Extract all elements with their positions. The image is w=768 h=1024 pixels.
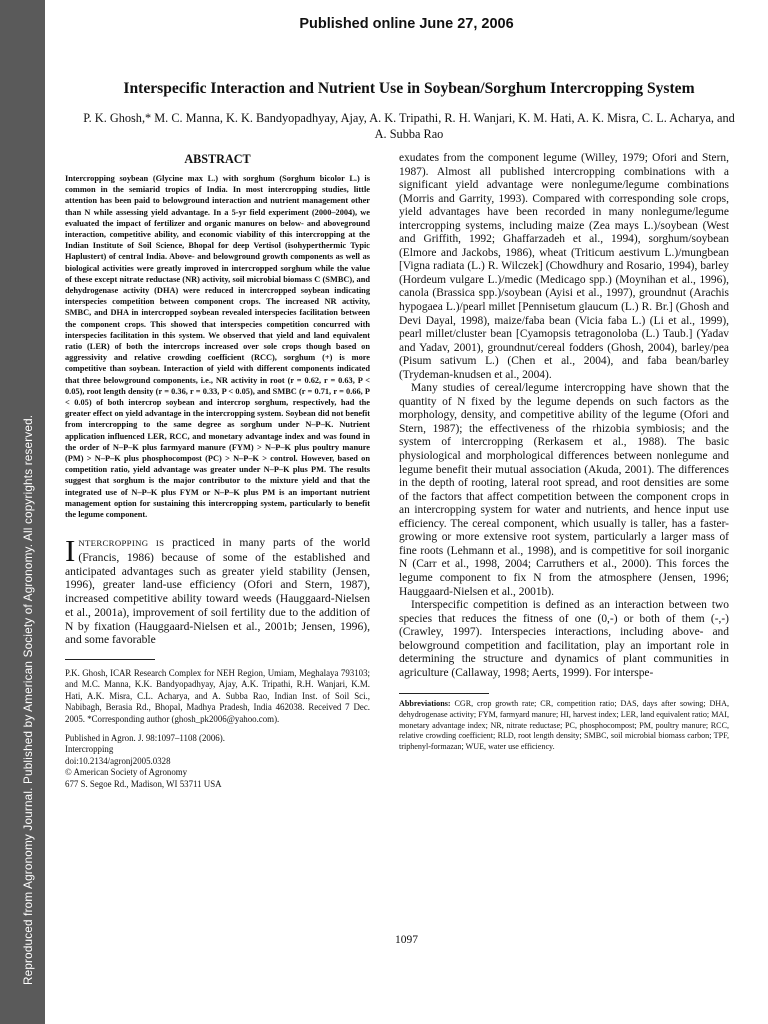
footnote-divider — [65, 659, 155, 660]
pubinfo-address: 677 S. Segoe Rd., Madison, WI 53711 USA — [65, 778, 222, 789]
drop-cap: I — [65, 533, 76, 569]
publication-info — [65, 733, 370, 790]
abbreviations-divider — [399, 693, 489, 694]
pubinfo-citation: Published in Agron. J. 98:1097–1108 (2006). — [65, 732, 225, 743]
right-column — [399, 152, 729, 752]
left-column — [65, 152, 370, 790]
affiliation-note: P.K. Ghosh, ICAR Research Complex for NEH Region, Umiam, Meghalaya 793103; and M.C. Manna, K.K. Bandyopadhyay, Ajay, A.K. Tripathi, R.H. Wanjari, K.M. Hati, A.K. Misra, C.L. Acharya, and A. Subba Rao, Indian Inst. of Soil Sci., Nabibagh, Berasia Rd., Bhopal, Madhya Pradesh, India 462038. Received 7 Dec. 2005. *Corresponding author (ghosh_pk2006@yahoo.com). — [65, 667, 370, 724]
intro-text: practiced in many parts of the world (Francis, 1986) because of some of the established and anticipated advantages such as greater yield stability (Jensen, 1996), greater land-use efficiency (Ofori and Stern, 1987), increased competitive ability toward weeds (Hauggaard-Nielsen et al., 2001a), improvement of soil fertility due to the addition of N by fixation (Hauggaard-Nielsen et al., 2001b; Jensen, 1996), and some favorable — [65, 536, 371, 647]
body-paragraph-1: exudates from the component legume (Willey, 1979; Ofori and Stern, 1987). Almost all published intercropping combinations with a significant yield advantage were nonlegume/legume combinations (Morris and Garrity, 1993). Compared with corresponding sole crops, yield advantages have been recorded in many nonlegume/legume intercropping systems, including maize (Zea mays L.)/soybean (West and Griffith, 1992; Ghaffarzadeh et al., 1994), sorghum/soybean (Elmore and Jackobs, 1986), wheat (Triticum aestivum L.)/mungbean [Vigna radiata (L.) R. Wilczek] (Chowdhury and Rosario, 1994), barley (Hordeum vulgare L.)/medic (Medicago spp.) (Moynihan et al., 1996), canola (Brassica spp.)/soybean (Ayisi et al., 1997), groundnut (Arachis hypogaea L.)/pearl millet [Pennisetum glaucum (L.) R. Br.] (Ghosh and Devi Dayal, 1998), maize/faba bean (Vicia faba L.) (Li et al., 1999), pearl millet/cluster bean [Cyamopsis tetragonoloba (L.) Taub.] (Yadav and Yadav, 2001), groundnut/cereal fodders (Ghosh, 2004), barley/pea (Pisum sativum L.) (Chen et al., 2004), and faba bean/barley (Trydeman-knudsen et al., 2004). — [399, 152, 729, 381]
body-paragraph-3: Interspecific competition is defined as an interaction between two species that reduces the fitness of one (0,-) or both of them (-,-) (Crawley, 1997). Interspecies interactions, including above- and belowground competition and facilitation, play an important role in determining the structure and dynamics of plant communities in agriculture (Callaway, 1998; Aerts, 1999). For interspe- — [399, 599, 729, 679]
author-list: P. K. Ghosh,* M. C. Manna, K. K. Bandyopadhyay, Ajay, A. K. Tripathi, R. H. Wanjari, K. M. Hati, A. K. Misra, C. L. Acharya, and A. Subba Rao — [83, 111, 735, 141]
pubinfo-copyright: © American Society of Agronomy — [65, 767, 188, 778]
body-paragraph-2: Many studies of cereal/legume intercropping have shown that the quantity of N fixed by the legume depends on such factors as the morphology, density, and competitive ability of the legume (Ofori and Stern, 1987); the effectiveness of the rhizobia symbiosis; and the system of intercropping (Rerkasem et al., 1988). The basic physiological and morphological differences between nonlegume and legume benefit their mutual association (Akuda, 2001). The differences in the depth of rooting, lateral root spread, and root densities are some of the factors that affect competition between the component crops in an intercropping system for water and nutrients, and hence input use efficiency. The cereal component, which usually is taller, has a faster-growing or more extensive root system, particularly a larger mass of fine roots (Lehmann et al., 1998), and is competitive for soil inorganic N (Carr et al., 1998, 2004; Carruthers et al., 2000). This forces the legume component to fix N from the atmosphere (Jensen, 1996; Hauggaard-Nielsen et al., 2001b). — [399, 382, 729, 598]
abstract-body: Intercropping soybean (Glycine max L.) with sorghum (Sorghum bicolor L.) is common in the semiarid tropics of India. In most intercropping studies, little attention has been paid to belowground interaction and nutrient management other than N while assessing yield advantage. In a 5-yr field experiment (2000–2004), we evaluated the impact of fertilizer and organic manures on below- and aboveground interaction, competitive ability, and economic viability of this intercropping at the Indian Institute of Soil Science, Bhopal for deep Vertisol (isohyperthermic Typic Haplustert) of central India. Above- and belowground growth components as well as biological activities were greatly improved in intercropped sorghum while the value of these except nitrate reductase (NR) activity, soil microbial biomass C (SMBC), and dehydrogenase activity (DHA) were reduced in intercropped soybean indicating interspecies competition between component crops. The increased NR activity, SMBC, and DHA in intercropped soybean revealed interspecies facilitation between the component crops. This showed that interspecies competition concurred with interspecies facilitation in this system. We observed that yield and land equivalent ratio (LER) of both the intercrops increased over sole crops though based on aggressivity and relative crowding coefficient (RCC), sorghum (+) is more competitive than soybean. Interaction of yield with different components indicated that three belowground components, i.e., NR activity in root (r = 0.62, r = 0.63, P < 0.05), root length density (r = 0.36, r = 0.33, P < 0.05), and SMBC (r = 0.71, r = 0.66, P < 0.05) of both intercrop soybean and intercrop sorghum, respectively, had the greater effect on yield advantage in the intercropping system. Soybean did not benefit from intercropping to the same degree as sorghum under N–P–K. Nutrient application influenced LER, RCC, and monetary advantage index and was found in the order of N–P–K plus farmyard manure (FYM) > N–P–K plus poultry manure (PM) > N–P–K plus phosphocompost (PC) > N–P–K > control. However, based on competition ratio, yield advantage was greater under N–P–K plus PM. The results suggest that sorghum is the major contributor to the mixture yield and that the integrated use of N–P–K plus FYM or N–P–K plus PM is an important nutrient management option for sustaining this intercropping system, particularly to benefit the legume component. — [65, 174, 370, 520]
intro-smallcaps: NTERCROPPING IS — [78, 538, 165, 549]
copyright-notice: Reproduced from Agronomy Journal. Published by American Society of Agronomy. All copyrights reserved. — [22, 414, 35, 985]
abbreviations-note — [399, 699, 729, 752]
article-title: Interspecific Interaction and Nutrient Use in Soybean/Sorghum Intercropping System — [123, 80, 695, 97]
page-number: 1097 — [395, 934, 418, 946]
intro-paragraph — [65, 533, 371, 647]
pubinfo-section: Intercropping — [65, 744, 114, 755]
side-strip — [0, 0, 45, 1024]
abbreviations-text: CGR, crop growth rate; CR, competition ratio; DAS, days after sowing; DHA, dehydrogenase activity; FYM, farmyard manure; HI, harvest index; LER, land equivalent ratio; MAI, monetary advantage index; NR, nitrate reductase; PC, phosphocompost; PM, poultry manure; RCC, relative crowding coefficient; RLD, root length density; SMBC, soil microbial biomass carbon; TPF, triphenyl-formazan; WUE, water use efficiency. — [399, 699, 729, 751]
published-online-date: Published online June 27, 2006 — [299, 16, 514, 32]
abbreviations-label: Abbreviations: — [399, 699, 451, 709]
pubinfo-doi: doi:10.2134/agronj2005.0328 — [65, 755, 171, 766]
abstract-heading: ABSTRACT — [184, 152, 251, 166]
